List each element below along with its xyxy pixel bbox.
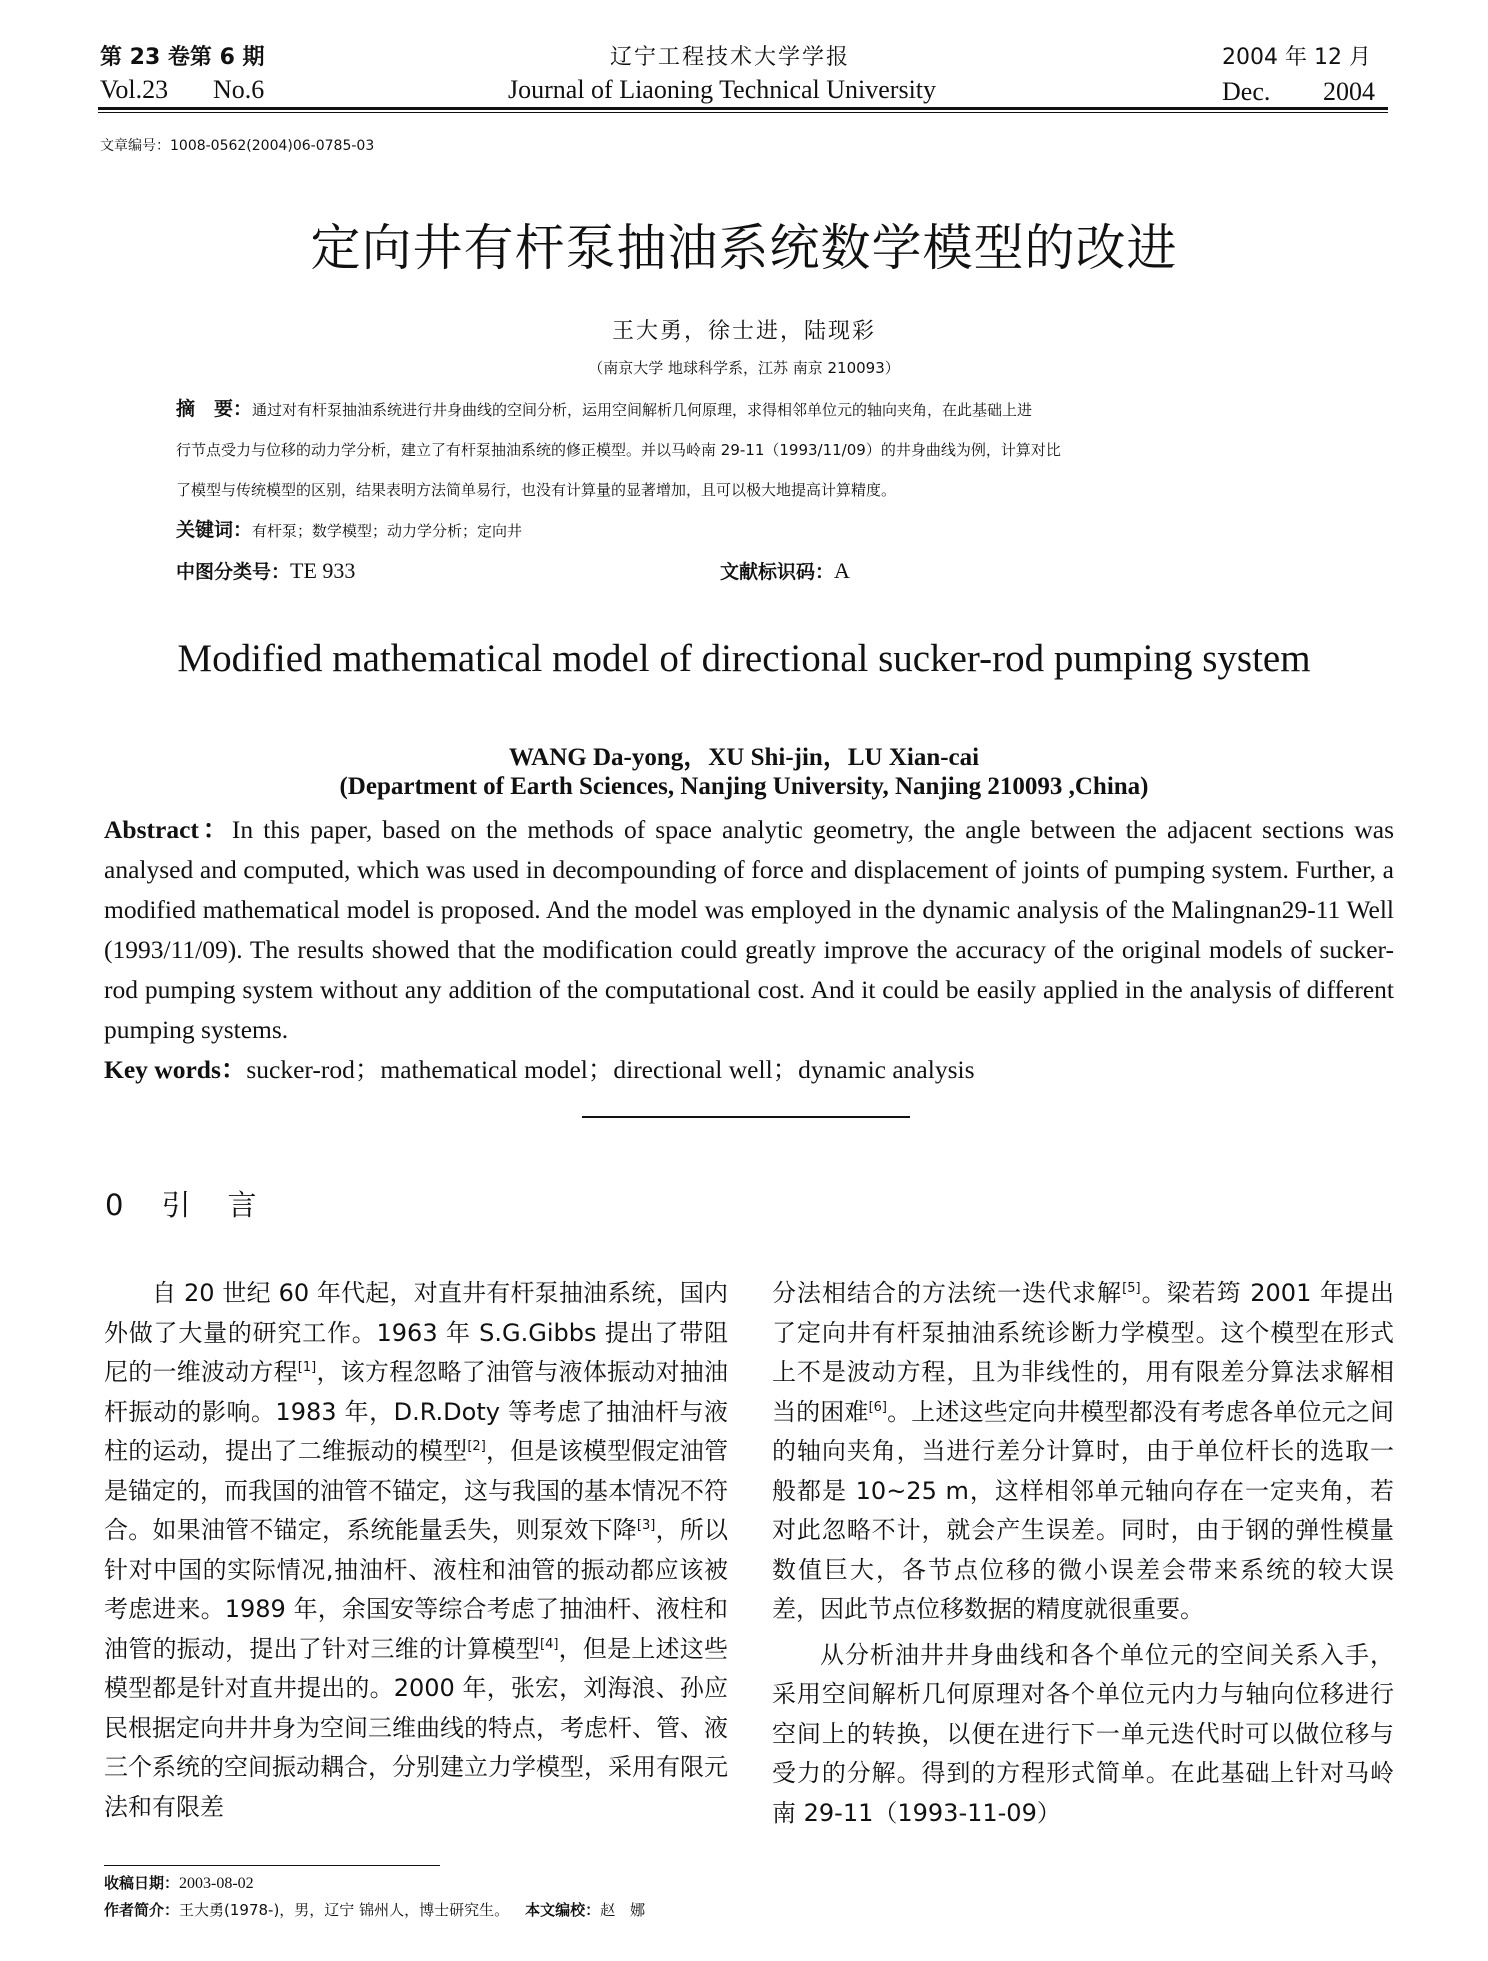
- body-right-column: [772, 1274, 1394, 1833]
- right-paragraph-2: 从分析油井井身曲线和各个单位元的空间关系入手，采用空间解析几何原理对各个单位元内力与轴向位移进行空间上的转换，以便在进行下一单元迭代时可以做位移与受力的分解。得到的方程形式简单。在此基础上针对马岭南 29-11（1993-11-09）: [772, 1640, 1394, 1827]
- doc-code-value: A: [834, 558, 850, 583]
- ref-6: [6]: [868, 1399, 887, 1415]
- left-text-5: ，但是上述这些模型都是针对直井提出的。2000 年，张宏，刘海浪、孙应民根据定向井井身为空间三维曲线的特点，考虑杆、管、液三个系统的空间振动耦合，分别建立力学模型，采用有限元法和有限差: [104, 1634, 728, 1821]
- body-left-column: [104, 1274, 728, 1827]
- volume-en: Vol.23: [100, 75, 169, 104]
- section-heading: [105, 1183, 260, 1224]
- abstract-en-label: Abstract：: [104, 815, 232, 844]
- title-en: Modified mathematical model of directional sucker-rod pumping system: [177, 637, 1311, 680]
- ref-2: [2]: [467, 1439, 486, 1454]
- left-text-4: ，所以针对中国的实际情况,抽油杆、液柱和油管的振动都应该被考虑进来。1989 年，余国安等综合考虑了抽油杆、液柱和油管的振动，提出了针对三维的计算模型: [104, 1516, 729, 1663]
- keywords-en: sucker-rod；mathematical model；directional well；dynamic analysis: [246, 1055, 975, 1084]
- abstract-en: [104, 810, 1394, 1050]
- authors-en: WANG Da-yong，XU Shi-jin，LU Xian-cai: [508, 744, 980, 771]
- section-separator: [582, 1116, 910, 1118]
- author-bio: 王大勇(1978-)，男，辽宁 锦州人，博士研究生。: [179, 1901, 510, 1919]
- right-text-3: 。上述这些定向井模型都没有考虑各单位元之间的轴向夹角，当进行差分计算时，由于单位杆长的选取一般都是 10~25 m，这样相邻单元轴向存在一定夹角，若对此忽略不计，就会产生误差。同时，由于钢的弹性模量数值巨大，各节点位移的微小误差会带来系统的较大误差，因此节点位移数据的精度就很重要。: [772, 1397, 1395, 1623]
- keywords-cn: 有杆泵；数学模型；动力学分析；定向井: [252, 522, 523, 540]
- date-cn: 2004 年 12 月: [1222, 45, 1371, 70]
- abstract-cn-line2: 行节点受力与位移的动力学分析，建立了有杆泵抽油系统的修正模型。并以马岭南 29-11（1993/11/09）的井身曲线为例，计算对比: [176, 441, 1061, 459]
- abstract-en-text: In this paper, based on the methods of space analytic geometry, the angle between the adjacent sections was analysed and computed, which was used in decompounding of force and displacement of joints of pumping system. Further, a modified mathematical model is proposed. And the model was employed in the dynamic analysis of the Malingnan29-11 Well (1993/11/09). The results showed that the modification could greatly improve the accuracy of the original models of sucker-rod pumping system without any addition of the computational cost. And it could be easily applied in the analysis of different pumping systems.: [104, 815, 1394, 1044]
- issue-en: No.6: [213, 75, 265, 104]
- volume-issue-cn: 第 23 卷第 6 期: [100, 45, 265, 70]
- abstract-cn-line3: 了模型与传统模型的区别，结果表明方法简单易行，也没有计算量的显著增加，且可以极大地提高计算精度。: [176, 481, 897, 499]
- section-number: 0: [105, 1188, 124, 1222]
- authors-cn: 王大勇，徐士进，陆现彩: [611, 319, 876, 344]
- keywords-en-line: [104, 1050, 1394, 1090]
- keywords-cn-label: 关键词：: [176, 519, 253, 541]
- header-rule-thin: [98, 112, 1388, 113]
- editor-name: 赵 娜: [600, 1901, 646, 1919]
- ref-1: [1]: [297, 1360, 317, 1375]
- header-rule-thick: [98, 107, 1388, 110]
- section-title: 引 言: [161, 1188, 261, 1222]
- editor-label: 本文编校：: [525, 1901, 601, 1919]
- affiliation-cn: （南京大学 地球科学系，江苏 南京 210093）: [588, 359, 900, 377]
- received-label: 收稿日期：: [104, 1874, 180, 1892]
- right-paragraph-1: [772, 1274, 1394, 1630]
- article-number: 文章编号：1008-0562(2004)06-0785-03: [100, 138, 375, 154]
- author-bio-label: 作者简介：: [104, 1901, 180, 1919]
- left-text-1: 自 20 世纪 60 年代起，对直井有杆泵抽油系统，国内外做了大量的研究工作。1963 年 S.G.Gibbs 提出了带阻尼的一维波动方程: [104, 1279, 728, 1386]
- ref-4: [4]: [540, 1636, 559, 1652]
- abstract-cn: [176, 389, 1406, 591]
- affiliation-en: (Department of Earth Sciences, Nanjing University, Nanjing 210093 ,China): [339, 773, 1149, 800]
- left-text-2: ，该方程忽略了油管与液体振动对抽油杆振动的影响。1983 年，D.R.Doty 等考虑了抽油杆与液柱的运动，提出了二维振动的模型: [104, 1358, 729, 1465]
- clc-label: 中图分类号：: [176, 561, 291, 583]
- received-date: 2003-08-02: [179, 1875, 254, 1892]
- abstract-cn-line1: 通过对有杆泵抽油系统进行井身曲线的空间分析，运用空间解析几何原理，求得相邻单位元的轴向夹角，在此基础上进: [252, 401, 1033, 419]
- abstract-cn-label: 摘 要：: [176, 398, 253, 420]
- left-text-3: ，但是该模型假定油管是锚定的，而我国的油管不锚定，这与我国的基本情况不符合。如果油管不锚定，系统能量丢失，则泵效下降: [104, 1437, 729, 1544]
- keywords-en-label: Key words：: [104, 1055, 247, 1084]
- footnote: [104, 1870, 645, 1923]
- ref-5: [5]: [1122, 1281, 1141, 1296]
- right-text-2: 。梁若筠 2001 年提出了定向井有杆泵抽油系统诊断力学模型。这个模型在形式上不是波动方程，且为非线性的，用有限差分算法求解相当的困难: [772, 1279, 1395, 1426]
- ref-3: [3]: [636, 1518, 656, 1533]
- right-text-1: 分法相结合的方法统一迭代求解: [772, 1279, 1123, 1307]
- doc-code-label: 文献标识码：: [720, 561, 835, 583]
- journal-title-en: Journal of Liaoning Technical University: [508, 75, 937, 104]
- title-cn: 定向井有杆泵抽油系统数学模型的改进: [310, 219, 1178, 277]
- clc-value: TE 933: [290, 558, 356, 583]
- date-month-en: Dec.: [1222, 77, 1271, 106]
- footnote-rule: [104, 1865, 440, 1866]
- date-year-en: 2004: [1323, 77, 1375, 106]
- journal-title-cn: 辽宁工程技术大学学报: [610, 45, 851, 70]
